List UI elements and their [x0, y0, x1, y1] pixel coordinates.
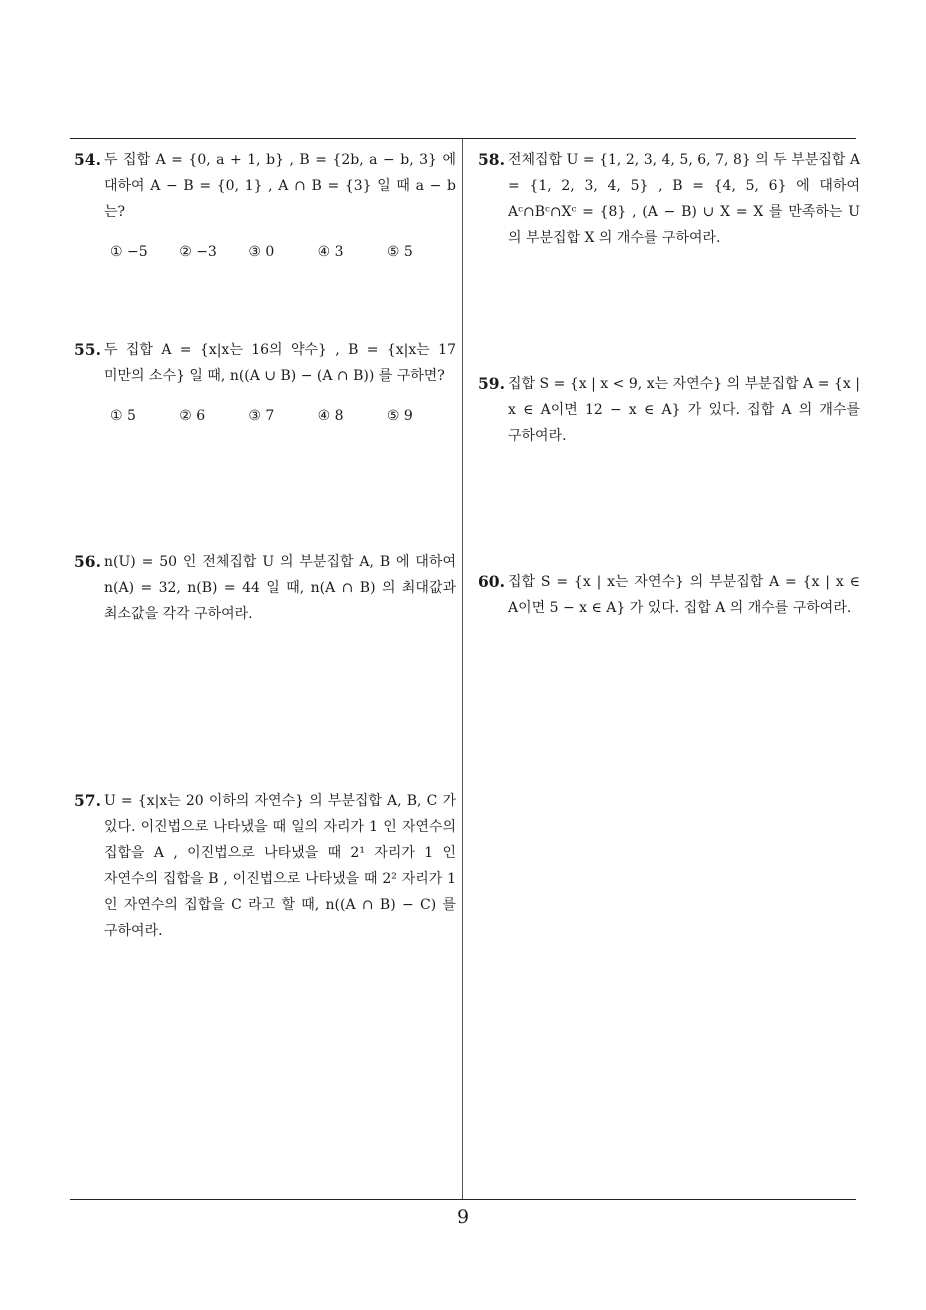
problem-text: 전체집합 U = {1, 2, 3, 4, 5, 6, 7, 8} 의 두 부분집합 A = {1, 2, 3, 4, 5} , B = {4, 5, 6} 에 대하여 Aᶜ∩Bᶜ∩Xᶜ = {8} , (A − B) ∪ X = X 를 만족하는 U 의 부분집합 X 의 개수를 구하여라.	[508, 152, 860, 246]
problem-number: 55.	[74, 340, 101, 359]
choice-2: ② −3	[179, 244, 217, 260]
choices	[74, 403, 456, 429]
problem-text: 두 집합 A = {x|x는 16의 약수} , B = {x|x는 17 미만의 소수} 일 때, n((A ∪ B) − (A ∩ B)) 를 구하면?	[104, 342, 456, 384]
problem-text: 두 집합 A = {0, a + 1, b} , B = {2b, a − b, 3} 에 대하여 A − B = {0, 1} , A ∩ B = {3} 일 때 a − b 는?	[104, 152, 456, 220]
problem-text: U = {x|x는 20 이하의 자연수} 의 부분집합 A, B, C 가 있다. 이진법으로 나타냈을 때 일의 자리가 1 인 자연수의 집합을 A , 이진법으로 나타냈을 때 2¹ 자리가 1 인 자연수의 집합을 B , 이진법으로 나타냈을 때 2² 자리가 1 인 자연수의 집합을 C 라고 할 때, n((A ∩ B) − C) 를 구하여라.	[104, 793, 456, 939]
problem-55	[74, 337, 456, 429]
choice-4: ④ 8	[317, 408, 344, 424]
bottom-rule	[70, 1199, 856, 1200]
choice-5: ⑤ 9	[386, 408, 413, 424]
choice-1: ① −5	[110, 244, 148, 260]
problem-number: 59.	[478, 374, 505, 393]
problem-58	[478, 147, 860, 251]
problem-number: 57.	[74, 791, 101, 810]
problem-57	[74, 788, 456, 944]
problem-text: n(U) = 50 인 전체집합 U 의 부분집합 A, B 에 대하여 n(A) = 32, n(B) = 44 일 때, n(A ∩ B) 의 최대값과 최소값을 각각 구하여라.	[104, 554, 456, 622]
choice-2: ② 6	[179, 408, 206, 424]
column-divider	[462, 139, 463, 1199]
choice-3: ③ 0	[248, 244, 275, 260]
problem-text: 집합 S = {x | x < 9, x는 자연수} 의 부분집합 A = {x | x ∈ A이면 12 − x ∈ A} 가 있다. 집합 A 의 개수를 구하여라.	[508, 376, 860, 444]
problem-text: 집합 S = {x | x는 자연수} 의 부분집합 A = {x | x ∈ A이면 5 − x ∈ A} 가 있다. 집합 A 의 개수를 구하여라.	[508, 574, 860, 616]
choice-1: ① 5	[110, 408, 136, 424]
problem-60	[478, 569, 860, 621]
choice-3: ③ 7	[248, 408, 275, 424]
choice-5: ⑤ 5	[386, 244, 413, 260]
top-rule	[70, 138, 856, 139]
choices	[74, 239, 456, 265]
problem-number: 60.	[478, 572, 505, 591]
problem-56	[74, 549, 456, 627]
page-number: 9	[456, 1206, 470, 1228]
problem-number: 54.	[74, 150, 101, 169]
choice-4: ④ 3	[317, 244, 344, 260]
problem-number: 56.	[74, 552, 101, 571]
problem-54	[74, 147, 456, 265]
problem-59	[478, 371, 860, 449]
problem-number: 58.	[478, 150, 505, 169]
